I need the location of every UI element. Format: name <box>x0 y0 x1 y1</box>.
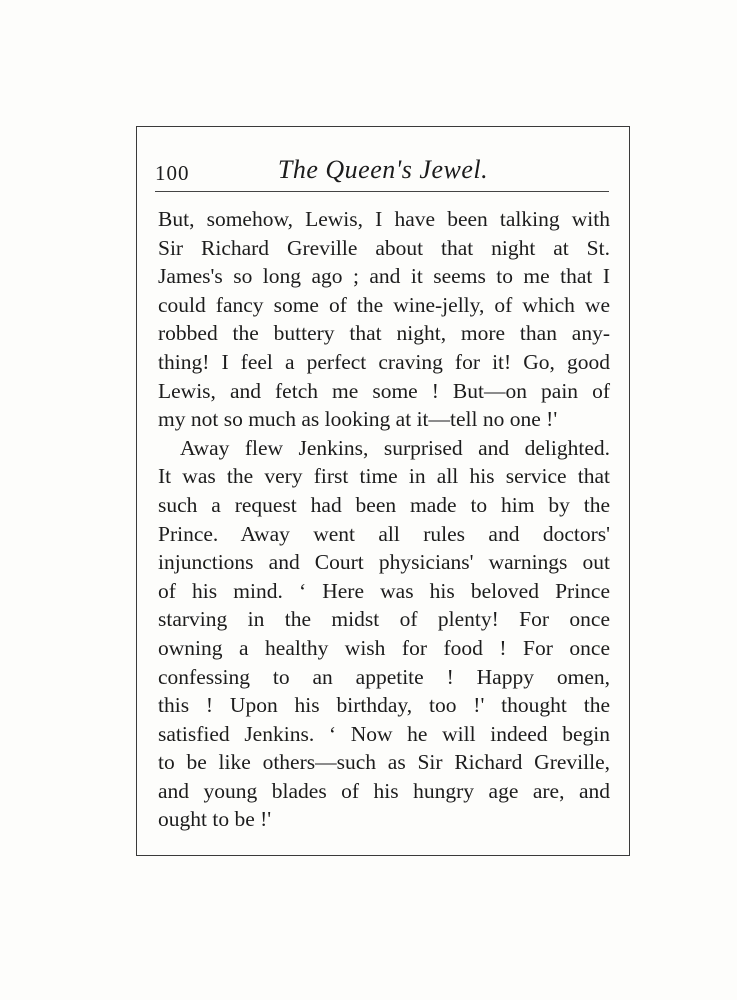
text-line: thing! I feel a perfect craving for it! Go, good <box>158 349 610 374</box>
text-line: such a request had been made to him by the <box>158 492 610 517</box>
text-line: ought to be !' <box>158 807 272 832</box>
running-head <box>137 155 629 195</box>
text-line: Lewis, and fetch me some ! But—on pain of <box>158 378 610 403</box>
text-line: Sir Richard Greville about that night at St. <box>158 235 610 260</box>
text-line: But, somehow, Lewis, I have been talking with <box>158 207 610 231</box>
text-line: James's so long ago ; and it seems to me that I <box>158 264 610 289</box>
text-line: this ! Upon his birthday, too !' thought the <box>158 693 610 718</box>
text-line: satisfied Jenkins. ‘ Now he will indeed begin <box>158 721 610 746</box>
text-line: my not so much as looking at it—tell no one !' <box>158 407 558 432</box>
text-line: owning a healthy wish for food ! For once <box>158 635 610 660</box>
text-line: robbed the buttery that night, more than any- <box>158 321 610 346</box>
body-text <box>158 205 610 834</box>
text-line: It was the very first time in all his service that <box>158 464 610 489</box>
text-line: Prince. Away went all rules and doctors' <box>158 521 610 546</box>
page-frame <box>136 126 630 856</box>
running-title: The Queen's Jewel. <box>277 155 489 184</box>
text-line: and young blades of his hungry age are, and <box>158 778 610 803</box>
text-line: starving in the midst of plenty! For once <box>158 607 610 632</box>
text-line: to be like others—such as Sir Richard Greville, <box>158 750 610 775</box>
text-line: confessing to an appetite ! Happy omen, <box>158 664 610 689</box>
text-line: could fancy some of the wine-jelly, of which we <box>158 292 610 317</box>
page-number: 100 <box>155 161 190 185</box>
text-line: injunctions and Court physicians' warnings out <box>158 550 610 575</box>
text-line: Away flew Jenkins, surprised and delighted. <box>180 435 610 460</box>
text-line: of his mind. ‘ Here was his beloved Prince <box>158 578 610 603</box>
header-rule <box>155 191 609 192</box>
